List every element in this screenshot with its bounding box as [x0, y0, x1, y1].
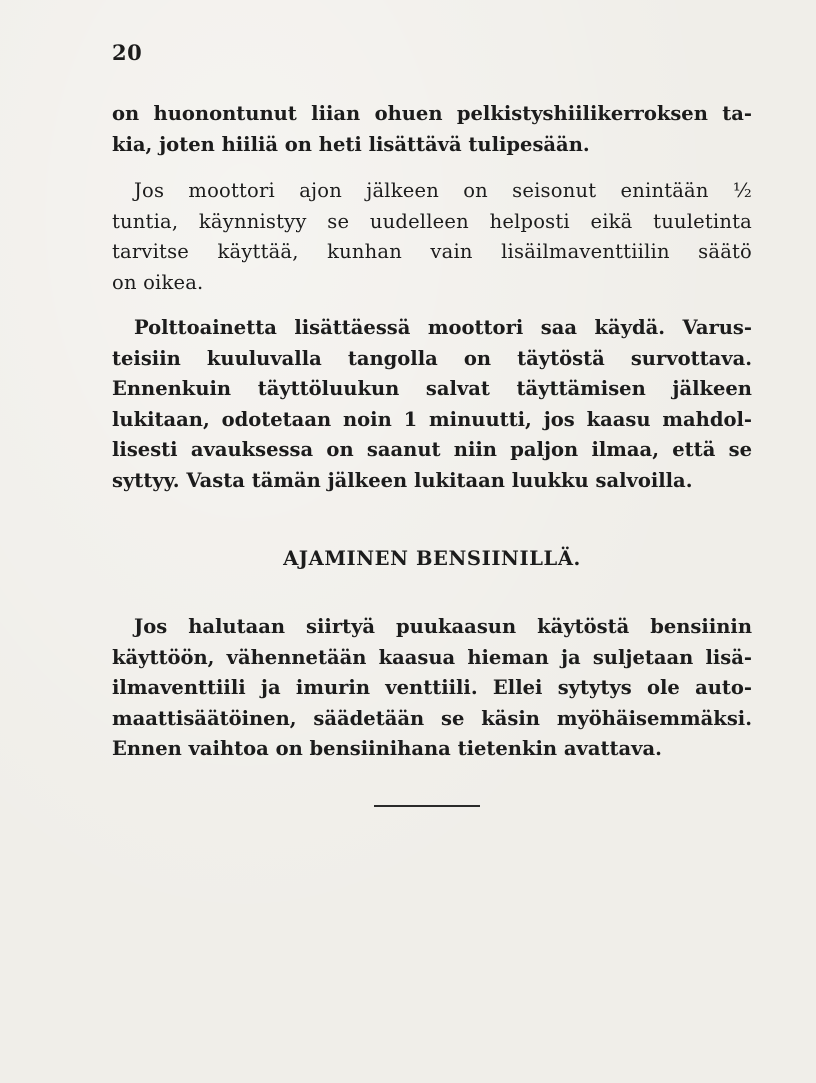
section-heading: AJAMINEN BENSIINILLÄ. — [283, 547, 581, 570]
paragraph-3 — [112, 313, 752, 496]
paragraph-line: maattisäätöinen, säädetään se käsin myöhäisemmäksi. — [112, 706, 752, 730]
paragraph-line: Ennen vaihtoa on bensiinihana tietenkin avattava. — [112, 737, 662, 760]
section-divider — [374, 805, 480, 807]
paragraph-line: on oikea. — [112, 270, 204, 294]
paragraph-line: teisiin kuuluvalla tangolla on täytöstä survottava. — [112, 346, 752, 370]
paragraph-line: lisesti avauksessa on saanut niin paljon ilmaa, että se — [112, 438, 752, 461]
paragraph-line: lukitaan, odotetaan noin 1 minuutti, jos kaasu mahdol- — [112, 407, 752, 431]
paragraph-line: tarvitse käyttää, kunhan vain lisäilmaventtiilin säätö — [112, 240, 752, 263]
page-number: 20 — [112, 40, 143, 65]
paragraph-line: Ennenkuin täyttöluukun salvat täyttämisen jälkeen — [112, 377, 752, 400]
paragraph-line: on huonontunut liian ohuen pelkistyshiilikerroksen ta- — [112, 102, 752, 125]
paragraph-line: syttyy. Vasta tämän jälkeen lukitaan luukku salvoilla. — [112, 468, 693, 492]
paragraph-line: Jos moottori ajon jälkeen on seisonut enintään ½ — [134, 179, 752, 202]
paragraph-line: Jos halutaan siirtyä puukaasun käytöstä bensiinin — [134, 615, 752, 638]
paragraph-line: käyttöön, vähennetään kaasua hieman ja suljetaan lisä- — [112, 645, 752, 669]
paragraph-line: tuntia, käynnistyy se uudelleen helposti eikä tuuletinta — [112, 209, 752, 233]
paragraph-line: kia, joten hiiliä on heti lisättävä tulipesään. — [112, 132, 590, 156]
paragraph-1 — [112, 99, 752, 160]
paragraph-2 — [112, 176, 752, 298]
paragraph-line: Polttoainetta lisättäessä moottori saa käydä. Varus- — [134, 316, 752, 339]
paragraph-4 — [112, 612, 752, 765]
paragraph-line: ilmaventtiili ja imurin venttiili. Ellei sytytys ole auto- — [112, 676, 752, 699]
